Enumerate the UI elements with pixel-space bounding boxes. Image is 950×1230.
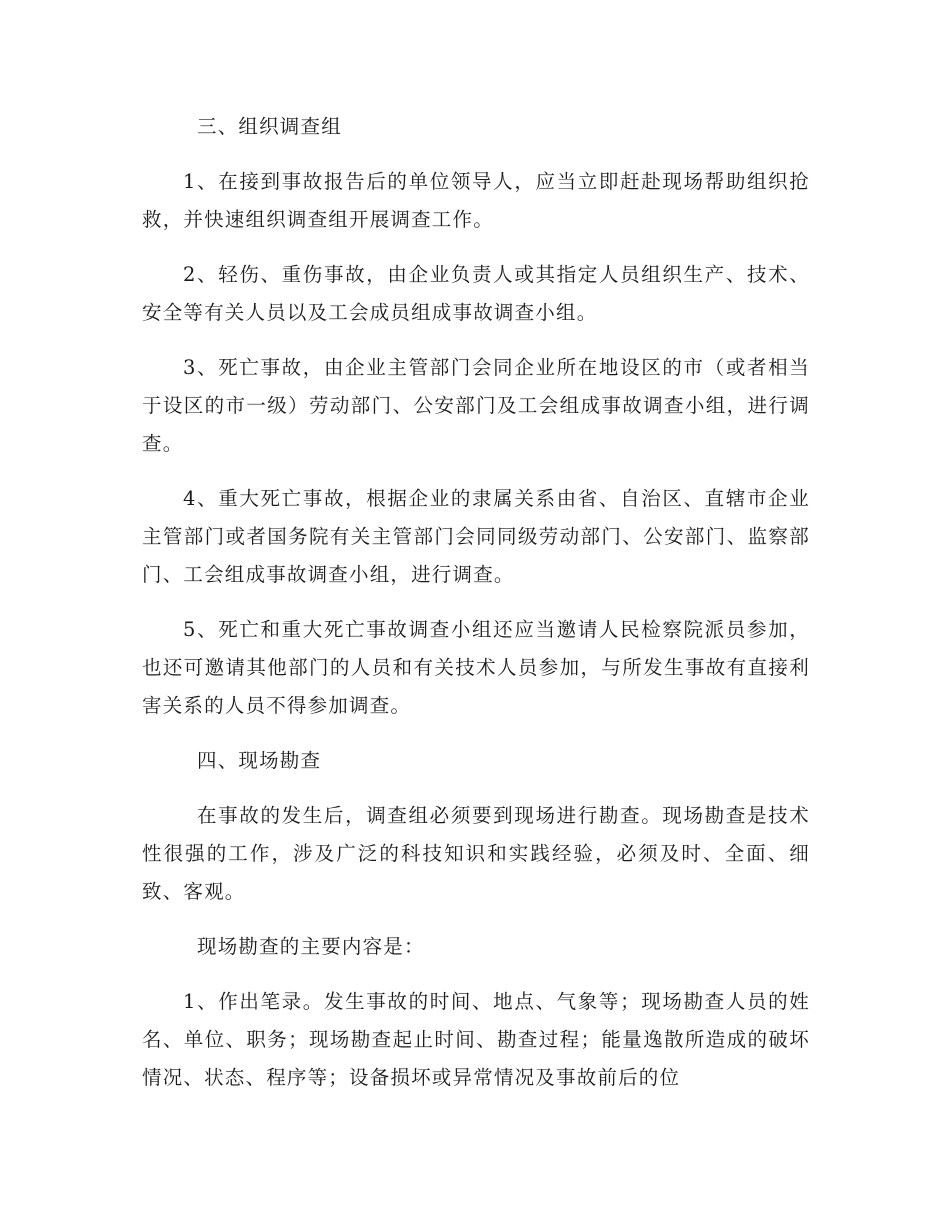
section-heading-3: 三、组织调查组 (197, 115, 342, 138)
paragraph-item-2: 2、轻伤、重伤事故，由企业负责人或其指定人员组织生产、技术、安全等有关人员以及工会成员组成事故调查小组。 (142, 263, 810, 324)
paragraph-item-3: 3、死亡事故，由企业主管部门会同企业所在地设区的市（或者相当于设区的市一级）劳动部门、公安部门及工会组成事故调查小组，进行调查。 (142, 356, 810, 455)
paragraph-item-1: 1、在接到事故报告后的单位领导人，应当立即赶赴现场帮助组织抢救，并快速组织调查组开展调查工作。 (142, 170, 810, 231)
section-heading-4: 四、现场勘查 (197, 749, 322, 772)
paragraph-item-4: 4、重大死亡事故，根据企业的隶属关系由省、自治区、直辖市企业主管部门或者国务院有关主管部门会同同级劳动部门、公安部门、监察部门、工会组成事故调查小组，进行调查。 (142, 487, 810, 586)
document-body (142, 108, 810, 1114)
paragraph-item-5: 5、死亡和重大死亡事故调查小组还应当邀请人民检察院派员参加，也还可邀请其他部门的人员和有关技术人员参加，与所发生事故有直接利害关系的人员不得参加调查。 (142, 618, 810, 717)
paragraph-survey-item-1: 1、作出笔录。发生事故的时间、地点、气象等；现场勘查人员的姓名、单位、职务；现场勘查起止时间、勘查过程；能量逸散所造成的破坏情况、状态、程序等；设备损坏或异常情况及事故前后的位 (142, 990, 810, 1089)
paragraph-survey-intro: 在事故的发生后，调查组必须要到现场进行勘查。现场勘查是技术性很强的工作，涉及广泛的科技知识和实践经验，必须及时、全面、细致、客观。 (142, 804, 810, 903)
paragraph-survey-contents-label: 现场勘查的主要内容是： (197, 935, 425, 958)
